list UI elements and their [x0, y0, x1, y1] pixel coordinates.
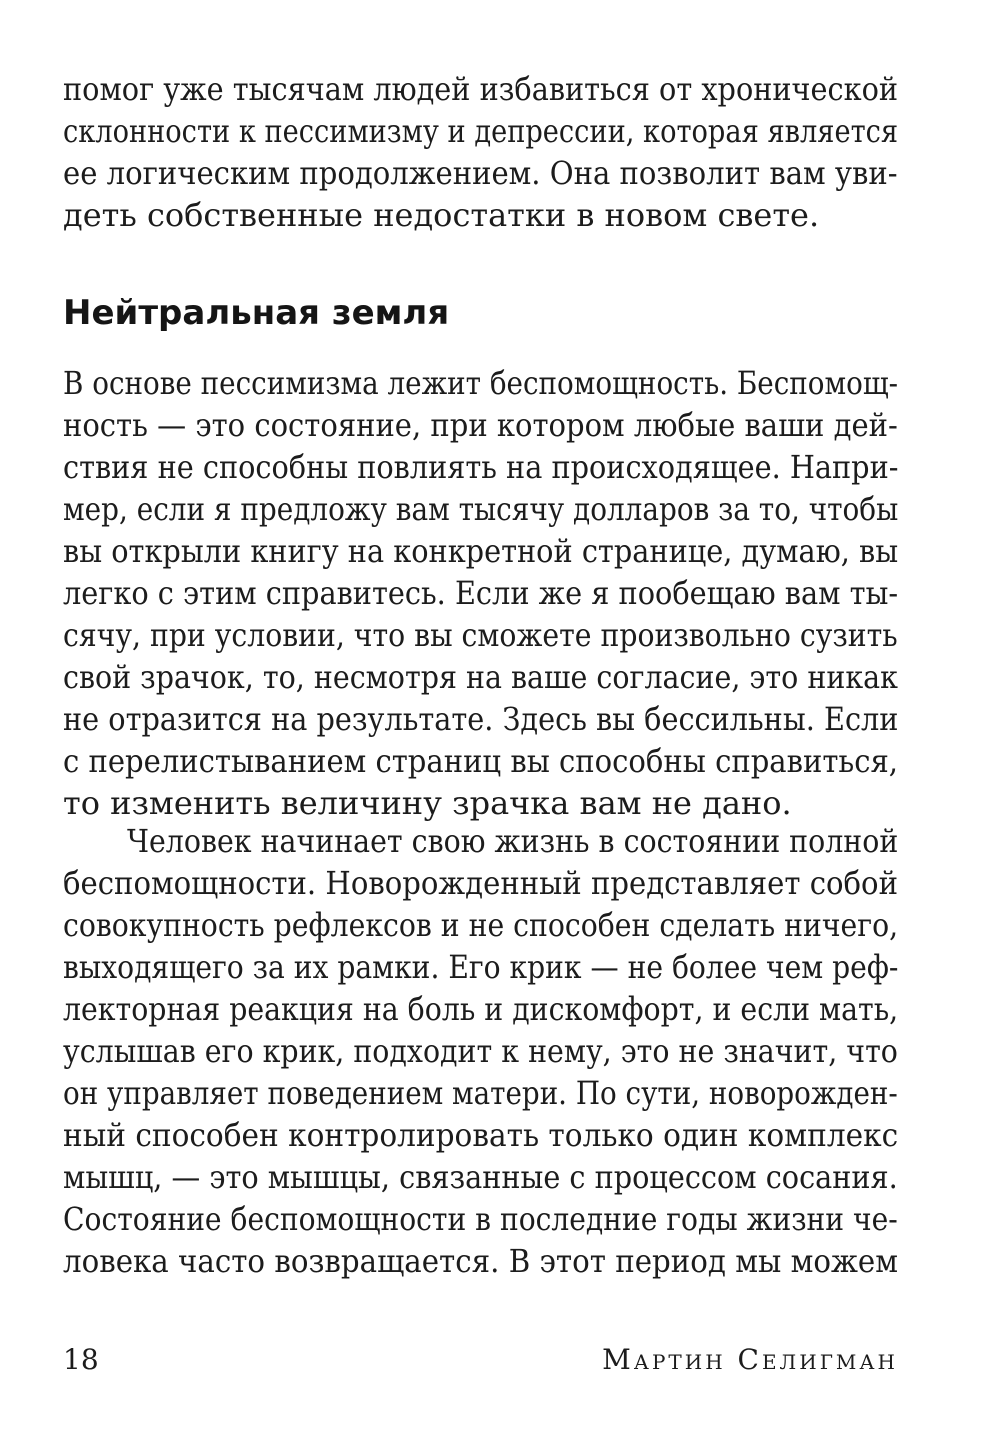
text-line: совокупность рефлексов и не способен сделать ничего,: [63, 906, 899, 944]
text-line: В основе пессимизма лежит беспомощность. Беспомощ-: [63, 364, 899, 402]
text-line: то изменить величину зрачка вам не дано.: [63, 784, 792, 822]
text-line: с перелистыванием страниц вы способны справиться,: [63, 742, 899, 780]
text-line: не отразится на результате. Здесь вы бессильны. Если: [63, 700, 899, 738]
text-line: Состояние беспомощности в последние годы жизни че-: [63, 1200, 898, 1238]
text-line: услышав его крик, подходит к нему, это не значит, что: [63, 1032, 898, 1070]
text-line: ность — это состояние, при котором любые ваши дей-: [63, 406, 898, 444]
text-line: ее логическим продолжением. Она позволит вам уви-: [63, 154, 898, 192]
running-title: Мартин Селигман: [602, 1343, 898, 1376]
text-line: легко с этим справитесь. Если же я пообещаю вам ты-: [63, 574, 899, 612]
text-line: беспомощности. Новорожденный представляет собой: [63, 864, 898, 902]
text-line: мер, если я предложу вам тысячу долларов за то, чтобы: [63, 490, 899, 528]
text-line: Человек начинает свою жизнь в состоянии полной: [127, 822, 899, 860]
text-line: склонности к пессимизму и депрессии, которая является: [63, 112, 899, 150]
text-line: помог уже тысячам людей избавиться от хронической: [63, 70, 899, 108]
text-line: мышц, — это мышцы, связанные с процессом сосания.: [63, 1158, 898, 1196]
text-line: свой зрачок, то, несмотря на ваше согласие, это никак: [63, 658, 898, 696]
text-line: он управляет поведением матери. По сути, новорожден-: [63, 1074, 898, 1112]
text-line: лекторная реакция на боль и дискомфорт, и если мать,: [63, 990, 899, 1028]
text-line: ствия не способны повлиять на происходящее. Напри-: [63, 448, 899, 486]
text-line: ный способен контролировать только один комплекс: [63, 1116, 899, 1154]
text-line: выходящего за их рамки. Его крик — не более чем реф-: [63, 948, 899, 986]
section-heading: Нейтральная земля: [63, 293, 450, 333]
page-number: 18: [63, 1343, 99, 1376]
text-line: вы открыли книгу на конкретной странице, думаю, вы: [63, 532, 899, 570]
text-line: сячу, при условии, что вы сможете произвольно сузить: [63, 616, 898, 654]
text-line: ловека часто возвращается. В этот период мы можем: [63, 1242, 898, 1280]
text-line: деть собственные недостатки в новом свете.: [63, 196, 820, 234]
